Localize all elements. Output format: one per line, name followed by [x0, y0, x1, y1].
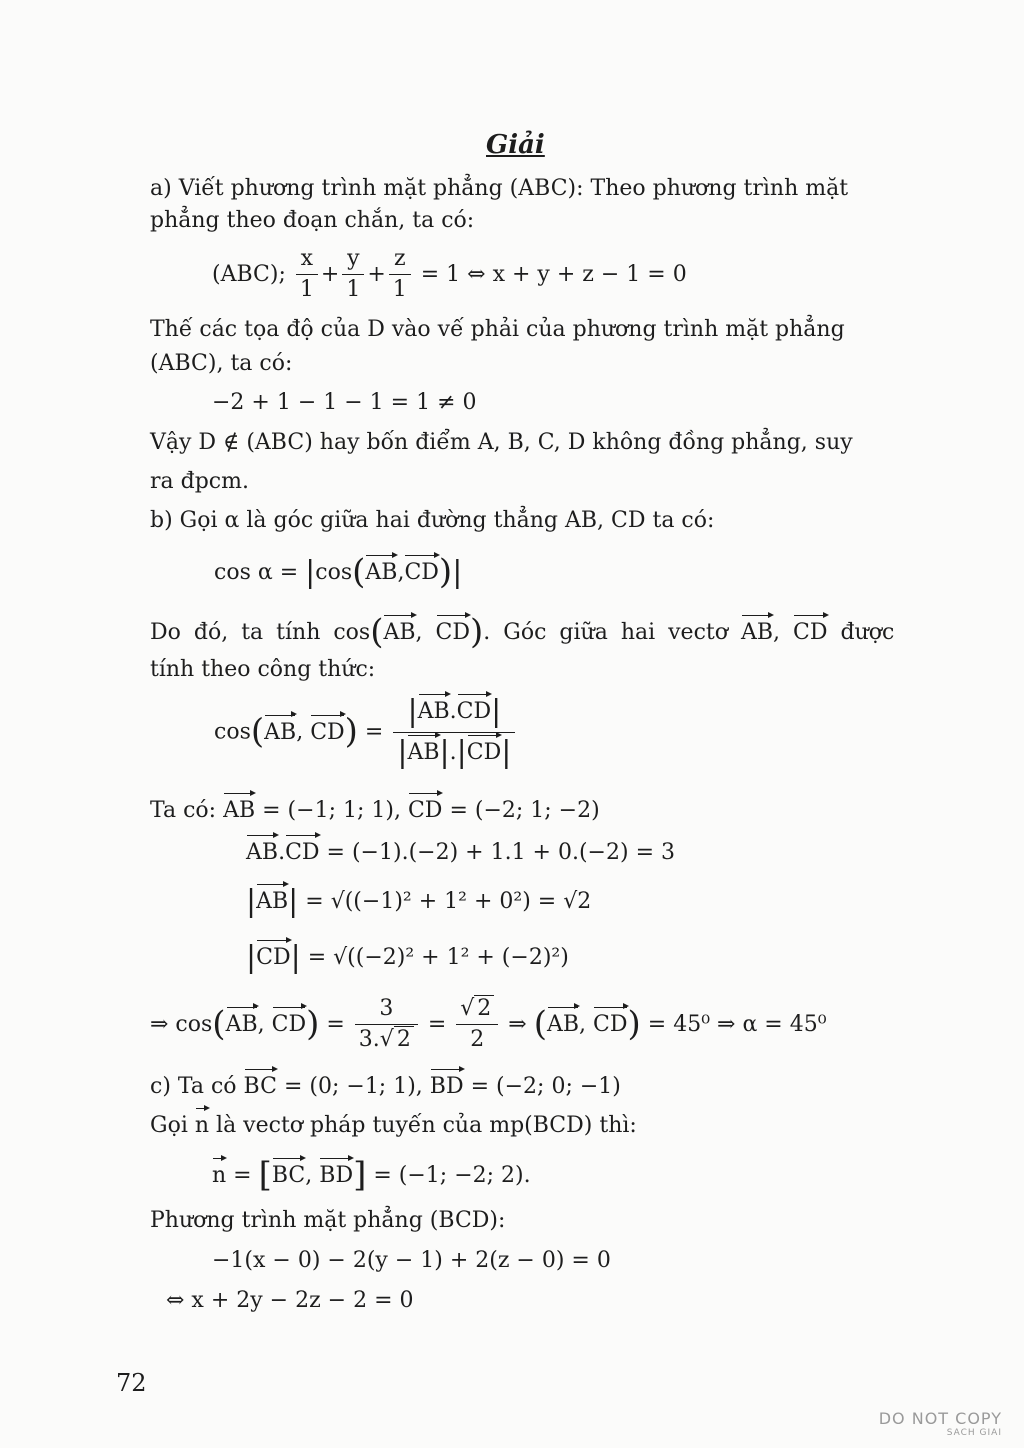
plane-bcd-equation-1: −1(x − 0) − 2(y − 1) + 2(z − 0) = 0: [212, 1248, 611, 1273]
dot-value: = (−1).(−2) + 1.1 + 0.(−2) = 3: [326, 840, 675, 865]
part-a-text-line-1: Thế các tọa độ của D vào vế phải của phương trình mặt phẳng: [150, 317, 845, 342]
cd-length-value: = √((−2)² + 1² + (−2)²): [307, 945, 569, 970]
part-a-intro-line-1: a) Viết phương trình mặt phẳng (ABC): Theo phương trình mặt: [150, 176, 849, 201]
ab-length: |AB| = √((−1)² + 1² + 0²) = √2: [246, 884, 592, 919]
cos-alpha-formula: cos α = |cos(AB,CD)|: [214, 552, 463, 592]
cd-length: |CD| = √((−2)² + 1² + (−2)²): [246, 940, 569, 975]
vector-angle-formula: cos(AB, CD) = $\frac{|AB.CD|}{|AB|.|CD|}$: [214, 694, 518, 771]
angle-result-value: = 45⁰ ⇒ α = 45⁰: [647, 1011, 827, 1037]
dot-product: AB.CD = (−1).(−2) + 1.1 + 0.(−2) = 3: [246, 840, 675, 865]
part-b-text-line-2: tính theo công thức:: [150, 657, 376, 682]
part-b-text-1: Do đó, ta tính: [150, 620, 321, 645]
part-c-ta-co: c) Ta có: [150, 1074, 237, 1099]
watermark-line-2: SACH GIAI: [946, 1428, 1002, 1438]
part-b-text-line: Do đó, ta tính cos(AB, CD). Góc giữa hai vectơ AB, CD được: [150, 612, 895, 652]
part-a-calculation: −2 + 1 − 1 − 1 = 1 ≠ 0: [212, 390, 477, 415]
fraction-x: $\frac{x}{1}$: [296, 246, 318, 304]
solution-title: Giải: [486, 130, 545, 160]
equation-rhs: = 1 ⇔ x + y + z − 1 = 0: [420, 261, 687, 287]
plane-intercept-equation: (ABC); $\frac{x}{1}$ + $\frac{y}{1}$ + $\frac{z}{1}$ = 1 ⇔ x + y + z − 1 = 0: [212, 246, 687, 303]
part-a-intro-line-2: phẳng theo đoạn chắn, ta có:: [150, 208, 475, 233]
bc-value: = (0; −1; 1),: [283, 1074, 423, 1099]
ta-co-label: Ta có:: [150, 798, 217, 823]
fraction-y: $\frac{y}{1}$: [342, 246, 364, 304]
equation-label: (ABC);: [212, 261, 286, 287]
fraction-z: $\frac{z}{1}$: [389, 246, 411, 304]
normal-vector-value: n = [BC, BD] = (−1; −2; 2).: [212, 1155, 531, 1195]
ab-value: = (−1; 1; 1),: [262, 798, 401, 823]
cd-value: = (−2; 1; −2): [449, 798, 600, 823]
part-a-conclusion-line-1: Vậy D ∉ (ABC) hay bốn điểm A, B, C, D không đồng phẳng, suy: [150, 430, 853, 455]
normal-text-1: Gọi: [150, 1113, 188, 1138]
normal-text-2: là vectơ pháp tuyến của mp(BCD) thì:: [216, 1113, 637, 1138]
part-b-text-2: . Góc giữa hai vectơ: [483, 620, 728, 645]
part-b-text-3: được: [840, 620, 895, 645]
bd-value: = (−2; 0; −1): [470, 1074, 621, 1099]
normal-vector-text: Gọi n là vectơ pháp tuyến của mp(BCD) thì:: [150, 1113, 637, 1138]
plane-bcd-equation-2: ⇔ x + 2y − 2z − 2 = 0: [166, 1288, 414, 1313]
normal-value: = (−1; −2; 2).: [373, 1163, 531, 1188]
part-b-intro: b) Gọi α là góc giữa hai đường thẳng AB, CD ta có:: [150, 508, 715, 533]
plane-bcd-title: Phương trình mặt phẳng (BCD):: [150, 1208, 506, 1233]
watermark: [879, 1409, 1002, 1438]
part-a-conclusion-line-2: ra đpcm.: [150, 469, 249, 494]
watermark-line-1: DO NOT COPY: [878, 1409, 1002, 1428]
ab-length-value: = √((−1)² + 1² + 0²) = √2: [305, 889, 592, 914]
vectors-ab-cd: Ta có: AB = (−1; 1; 1), CD = (−2; 1; −2): [150, 798, 600, 823]
part-a-text-line-2: (ABC), ta có:: [150, 351, 293, 376]
vectors-bc-bd: c) Ta có BC = (0; −1; 1), BD = (−2; 0; −1): [150, 1074, 621, 1099]
angle-result: ⇒ cos(AB, CD) = $\frac{3}{3.√ 2}$ = $\frac{√ 2}{2}$ ⇒ (AB, CD) = 45⁰ ⇒ α = 45⁰: [150, 996, 827, 1053]
page-number: 72: [116, 1369, 147, 1397]
